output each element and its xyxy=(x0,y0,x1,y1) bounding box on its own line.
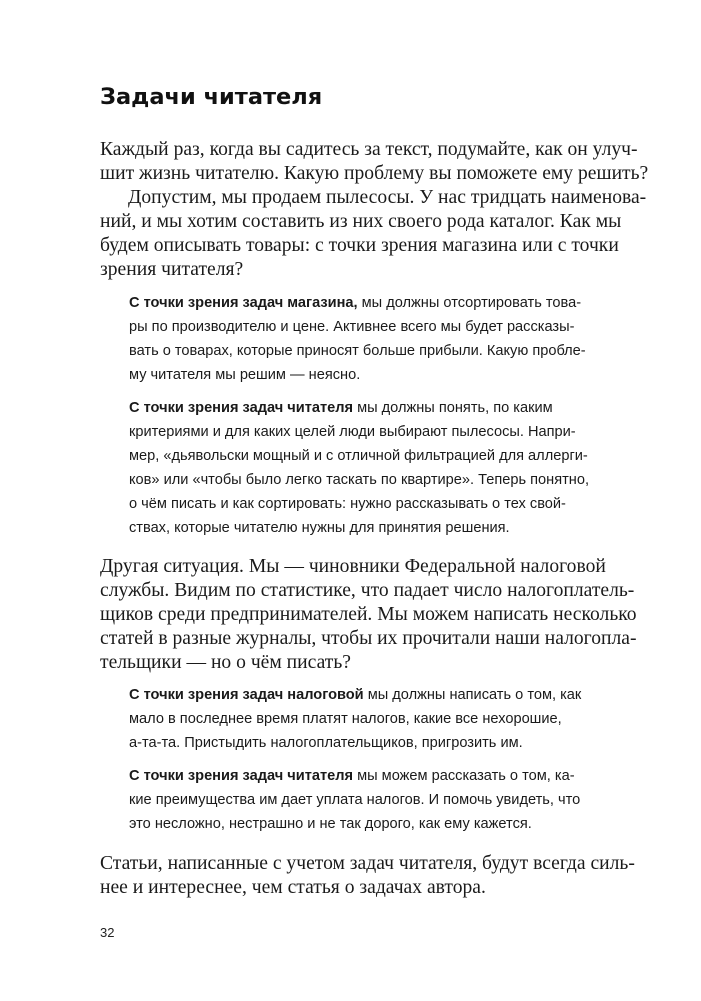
store-example-line-3: вать о товарах, которые приносят больше прибыли. Какую пробле- xyxy=(129,343,586,359)
reader-example-line-1 xyxy=(129,401,553,416)
situation-line-3: щиков среди предпринимателей. Мы можем написать несколько xyxy=(100,604,637,625)
tax-example-line-3: а-та-та. Пристыдить налогоплательщиков, пригрозить им. xyxy=(129,735,523,751)
store-example-line-1 xyxy=(129,296,581,311)
conclusion-line-2: нее и интереснее, чем статья о задачах автора. xyxy=(100,877,486,898)
page-number: 32 xyxy=(100,925,115,940)
intro-line-4: ний, и мы хотим составить из них своего рода каталог. Как мы xyxy=(100,211,622,232)
store-example-line-1-rest: мы должны отсортировать това- xyxy=(357,295,582,311)
intro-line-1: Каждый раз, когда вы садитесь за текст, подумайте, как он улуч- xyxy=(100,139,638,160)
conclusion-line-1: Статьи, написанные с учетом задач читателя, будут всегда силь- xyxy=(100,853,635,874)
situation-line-5: тельщики — но о чём писать? xyxy=(100,652,351,673)
reader-example-line-5: о чём писать и как сортировать: нужно рассказывать о тех свой- xyxy=(129,496,566,512)
reader-tax-example-line-2: кие преимущества им дает уплата налогов. И помочь увидеть, что xyxy=(129,792,581,808)
reader-example-line-2: критериями и для каких целей люди выбирают пылесосы. Напри- xyxy=(129,424,576,440)
situation-line-1: Другая ситуация. Мы — чиновники Федеральной налоговой xyxy=(100,556,606,577)
tax-example-lead: С точки зрения задач налоговой xyxy=(129,687,364,703)
reader-tax-example-lead: С точки зрения задач читателя xyxy=(129,768,354,784)
store-example-lead: С точки зрения задач магазина, xyxy=(129,295,358,311)
reader-example-line-1-rest: мы должны понять, по каким xyxy=(353,400,553,416)
reader-example-line-3: мер, «дьявольски мощный и с отличной фильтрацией для аллерги- xyxy=(129,448,588,464)
tax-example-line-1 xyxy=(129,688,581,703)
section-heading: Задачи читателя xyxy=(100,84,323,110)
reader-tax-example-line-1-rest: мы можем рассказать о том, ка- xyxy=(353,768,575,784)
reader-example-line-4: ков» или «чтобы было легко таскать по квартире». Теперь понятно, xyxy=(129,472,590,488)
intro-line-6: зрения читателя? xyxy=(100,259,244,280)
situation-line-4: статей в разные журналы, чтобы их прочитали наши налогопла- xyxy=(100,628,637,649)
tax-example-line-2: мало в последнее время платят налогов, какие все нехорошие, xyxy=(129,711,562,727)
store-example-line-2: ры по производителю и цене. Активнее всего мы будет рассказы- xyxy=(129,319,575,335)
reader-tax-example-line-1 xyxy=(129,769,575,784)
reader-example-lead: С точки зрения задач читателя xyxy=(129,400,354,416)
situation-line-2: службы. Видим по статистике, что падает число налогоплатель- xyxy=(100,580,635,601)
tax-example-line-1-rest: мы должны написать о том, как xyxy=(363,687,582,703)
reader-tax-example-line-3: это несложно, нестрашно и не так дорого, как ему кажется. xyxy=(129,816,532,832)
intro-line-5: будем описывать товары: с точки зрения магазина или с точки xyxy=(100,235,619,256)
store-example-line-4: му читателя мы решим — неясно. xyxy=(129,367,361,383)
reader-example-line-6: ствах, которые читателю нужны для принятия решения. xyxy=(129,520,510,536)
intro-line-3: Допустим, мы продаем пылесосы. У нас тридцать наименова- xyxy=(128,187,647,208)
intro-line-2: шит жизнь читателю. Какую проблему вы поможете ему решить? xyxy=(100,163,649,184)
